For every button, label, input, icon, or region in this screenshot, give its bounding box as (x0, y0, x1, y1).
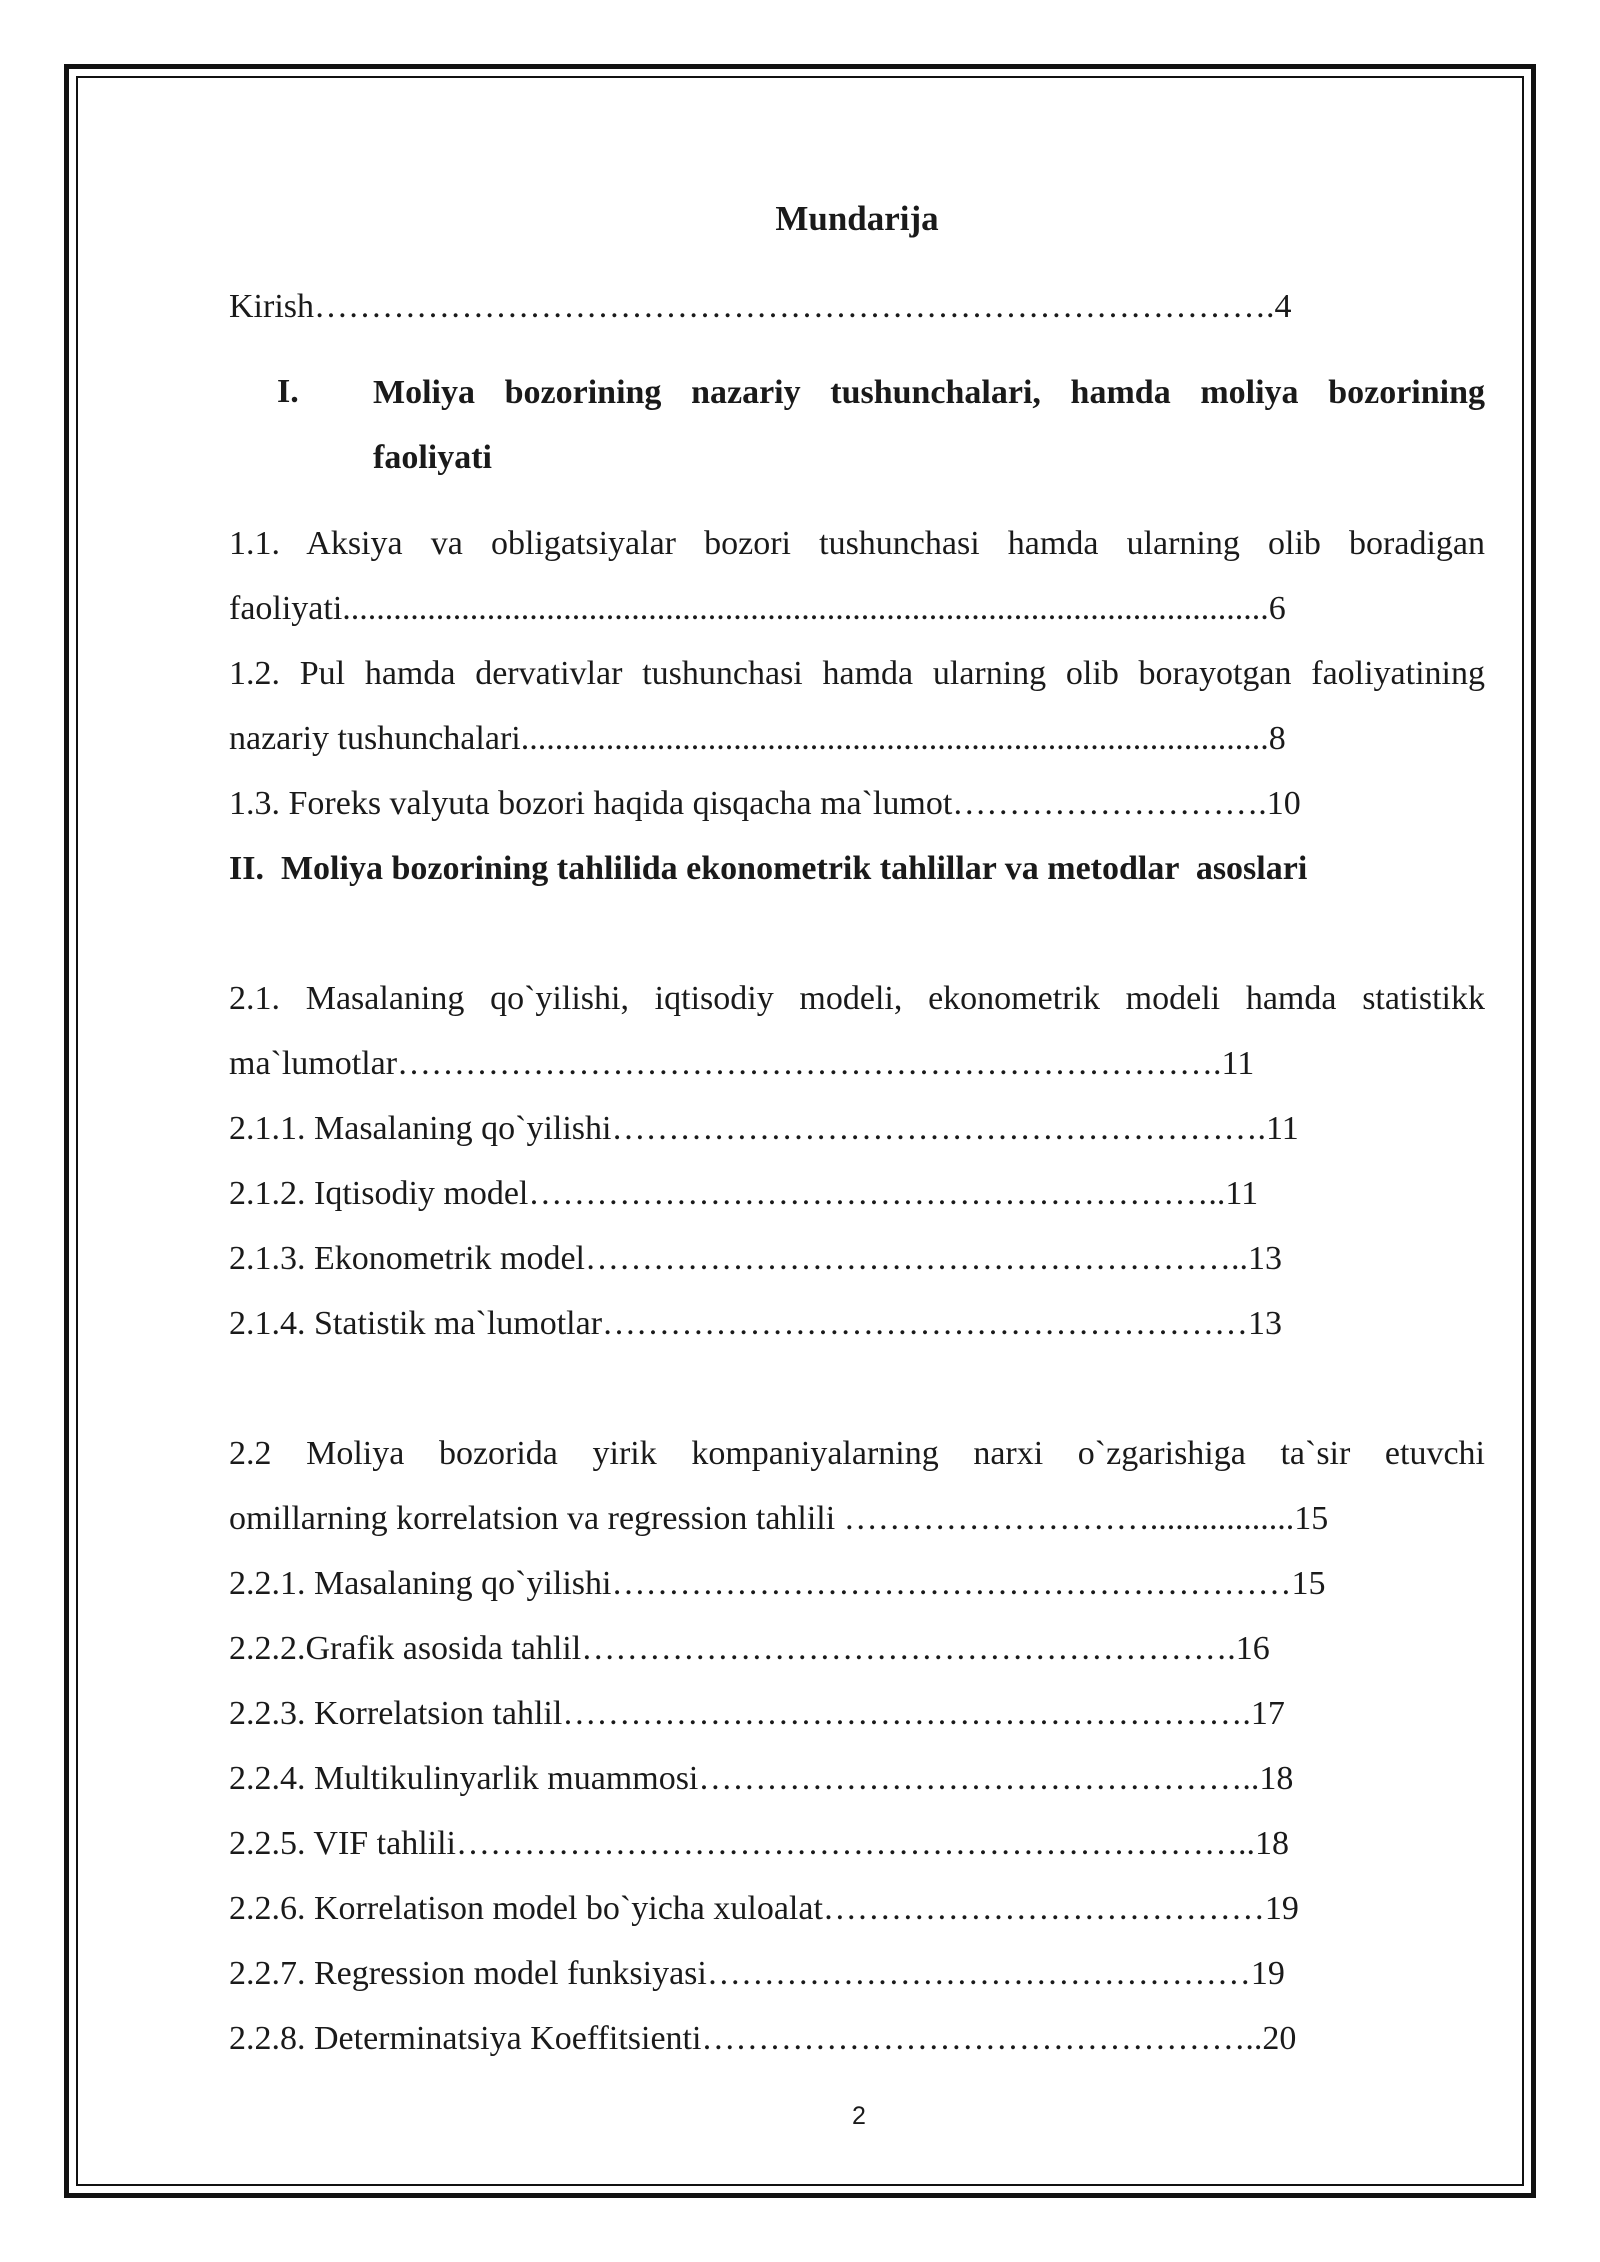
toc-title: Mundarija (775, 199, 939, 238)
toc-entry-2-2-3: 2.2.3. Korrelatsion tahlil…………………………………………………….17 (229, 1695, 1285, 1732)
toc-entry-1-2-line2: nazariy tushunchalari........................................................................................8 (229, 720, 1286, 757)
toc-entry-2-2-line1: 2.2 Moliya bozorida yirik kompaniyalarning narxi o`zgarishiga ta`sir etuvchi (229, 1435, 1485, 1472)
chapter-1-heading-line2: faoliyati (373, 439, 492, 476)
chapter-2-heading: II. Moliya bozorining tahlilida ekonometrik tahlillar va metodlar asoslari (229, 850, 1308, 887)
toc-entry-2-2-7: 2.2.7. Regression model funksiyasi…………………………………………19 (229, 1955, 1285, 1992)
chapter-1-number: I. (277, 373, 299, 410)
toc-entry-2-2-1: 2.2.1. Masalaning qo`yilishi……………………………………………………15 (229, 1565, 1326, 1602)
chapter-1-heading (373, 360, 1485, 490)
toc-entry-2-2-4: 2.2.4. Multikulinyarlik muammosi…………………………………………..18 (229, 1760, 1294, 1797)
toc-entry-1-1-line1: 1.1. Aksiya va obligatsiyalar bozori tushunchasi hamda ularning olib boradigan (229, 525, 1485, 562)
toc-entry-1-2-line1: 1.2. Pul hamda dervativlar tushunchasi hamda ularning olib borayotgan faoliyatining (229, 655, 1485, 692)
toc-entry-2-1-1: 2.1.1. Masalaning qo`yilishi………………………………………………….11 (229, 1110, 1299, 1147)
toc-entry-2-1-4: 2.1.4. Statistik ma`lumotlar…………………………………………………13 (229, 1305, 1283, 1342)
toc-entry-1-1-line2: faoliyati.............................................................................................................6 (229, 590, 1286, 627)
page-number: 2 (852, 2102, 866, 2130)
toc-entry-2-1-3: 2.1.3. Ekonometrik model…………………………………………………..13 (229, 1240, 1283, 1277)
toc-entry-2-2-line2: omillarning korrelatsion va regression tahlili ……………………….................15 (229, 1500, 1329, 1537)
toc-entry-2-2-5: 2.2.5. VIF tahlili……………………………………………………………..18 (229, 1825, 1289, 1862)
toc-entry-2-2-6: 2.2.6. Korrelatison model bo`yicha xuloalat…………………………………19 (229, 1890, 1299, 1927)
chapter-1-heading-line1: Moliya bozorining nazariy tushunchalari, hamda moliya bozorining (373, 374, 1485, 411)
toc-entry-kirish: Kirish………………………………………………………………………….4 (229, 288, 1292, 325)
toc-entry-1-3: 1.3. Foreks valyuta bozori haqida qisqacha ma`lumot……………………….10 (229, 785, 1301, 822)
toc-entry-2-1-line1: 2.1. Masalaning qo`yilishi, iqtisodiy modeli, ekonometrik modeli hamda statistikk (229, 980, 1485, 1017)
toc-entry-2-2-8: 2.2.8. Determinatsiya Koeffitsienti…………………………………………..20 (229, 2020, 1297, 2057)
toc-entry-2-1-line2: ma`lumotlar……………………………………………………………….11 (229, 1045, 1255, 1082)
toc-entry-2-1-2: 2.1.2. Iqtisodiy model……………………………………………………..11 (229, 1175, 1259, 1212)
toc-entry-2-2-2: 2.2.2.Grafik asosida tahlil………………………………………………….16 (229, 1630, 1270, 1667)
